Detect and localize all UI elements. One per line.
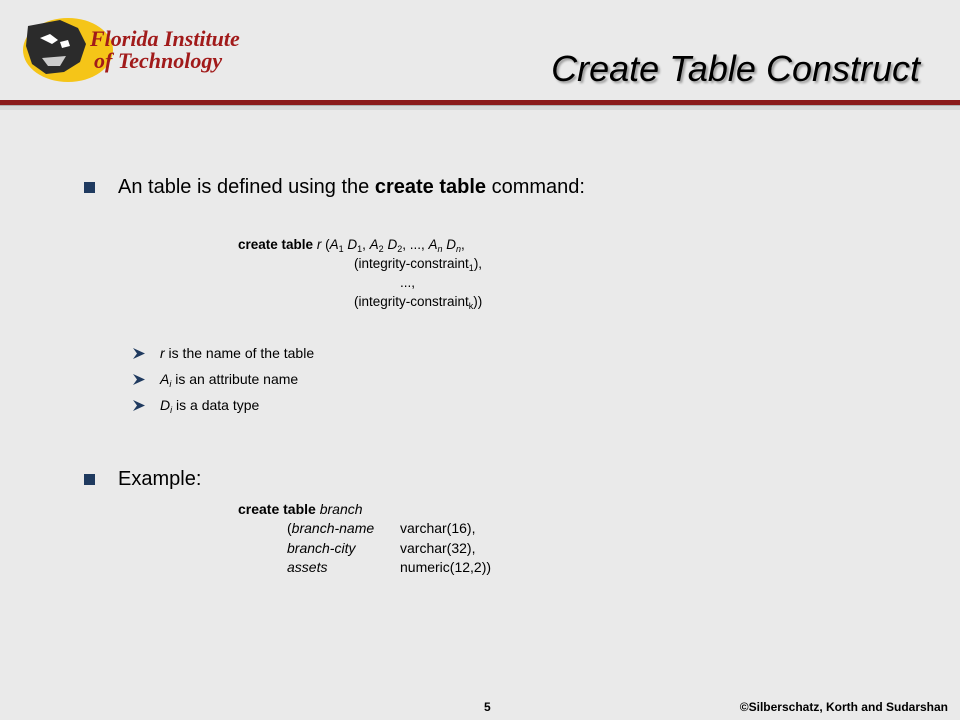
- page-title: Create Table Construct: [551, 48, 920, 89]
- syntax-sub: n: [437, 244, 443, 254]
- page-number: 5: [484, 700, 491, 714]
- syntax-A: A: [369, 237, 379, 252]
- syntax-A: A: [428, 237, 438, 252]
- bullet-definition: [118, 176, 585, 199]
- syntax-sub: 1: [357, 244, 363, 254]
- example-col-name: [287, 559, 327, 575]
- syntax-D: D: [387, 237, 398, 252]
- subbullet-sub: i: [170, 405, 173, 415]
- copyright-credit: ©Silberschatz, Korth and Sudarshan: [739, 700, 948, 714]
- square-bullet-icon: [84, 182, 95, 193]
- syntax-relation: r: [316, 237, 322, 252]
- subbullet-var: r: [160, 345, 165, 361]
- syntax-ic-prefix: (integrity-constraint: [354, 256, 469, 271]
- subbullet-item: [160, 397, 259, 415]
- syntax-keyword: create table: [238, 237, 314, 252]
- fit-logo: [20, 14, 250, 84]
- logo-line1: Florida Institute: [90, 26, 240, 51]
- bullet-example: Example:: [118, 468, 202, 490]
- syntax-line-4: [354, 292, 482, 316]
- syntax-ic-prefix: (integrity-constraint: [354, 294, 469, 309]
- subbullet-text: is a data type: [172, 397, 260, 413]
- subbullet-text: is an attribute name: [171, 371, 299, 387]
- syntax-sub: 1: [468, 263, 474, 273]
- logo-line2: of Technology: [94, 48, 223, 73]
- bullet-text-pre: An table is defined using the: [118, 176, 375, 198]
- panther-logo-icon: [20, 14, 250, 84]
- syntax-sub: 2: [397, 244, 403, 254]
- example-header: [238, 501, 363, 517]
- example-keyword: create table: [238, 501, 316, 517]
- syntax-ic-close: )): [473, 294, 483, 309]
- syntax-sub: 1: [338, 244, 344, 254]
- subbullet-item: [160, 345, 314, 361]
- header-divider-shadow: [0, 105, 960, 110]
- example-col-name: [287, 540, 355, 556]
- subbullet-var: A: [160, 371, 170, 387]
- example-table-name: branch: [319, 501, 363, 517]
- syntax-open-paren: (: [321, 237, 330, 252]
- syntax-line-3: ...,: [400, 275, 416, 290]
- subbullet-var: D: [160, 397, 171, 413]
- syntax-dots: ...,: [409, 237, 429, 252]
- subbullet-item: [160, 371, 298, 389]
- syntax-trailing-comma: ,: [461, 237, 465, 252]
- syntax-D: D: [347, 237, 358, 252]
- example-col-type: varchar(16),: [400, 520, 476, 536]
- bullet-text-bold: create table: [374, 176, 487, 198]
- example-col-name-text: assets: [287, 559, 328, 575]
- example-col-type: varchar(32),: [400, 540, 476, 556]
- syntax-A: A: [329, 237, 339, 252]
- example-col-type: numeric(12,2)): [400, 559, 492, 575]
- syntax-sub: 2: [378, 244, 384, 254]
- syntax-line-2: [354, 254, 482, 278]
- subbullet-sub: i: [169, 379, 172, 389]
- bullet-text-post: command:: [486, 176, 585, 198]
- syntax-ic-close: ),: [473, 256, 483, 271]
- example-col-name: (branch-name: [287, 520, 375, 536]
- syntax-sub: n: [456, 244, 462, 254]
- syntax-comma: ,: [362, 237, 370, 252]
- subbullet-text: is the name of the table: [164, 345, 315, 361]
- arrow-bullet-icon: [132, 373, 146, 386]
- example-col-name-text: branch-city: [287, 540, 356, 556]
- arrow-bullet-icon: [132, 347, 146, 360]
- syntax-sub: k: [468, 301, 474, 311]
- square-bullet-icon: [84, 474, 95, 485]
- syntax-comma: ,: [402, 237, 410, 252]
- arrow-bullet-icon: [132, 399, 146, 412]
- syntax-D: D: [446, 237, 457, 252]
